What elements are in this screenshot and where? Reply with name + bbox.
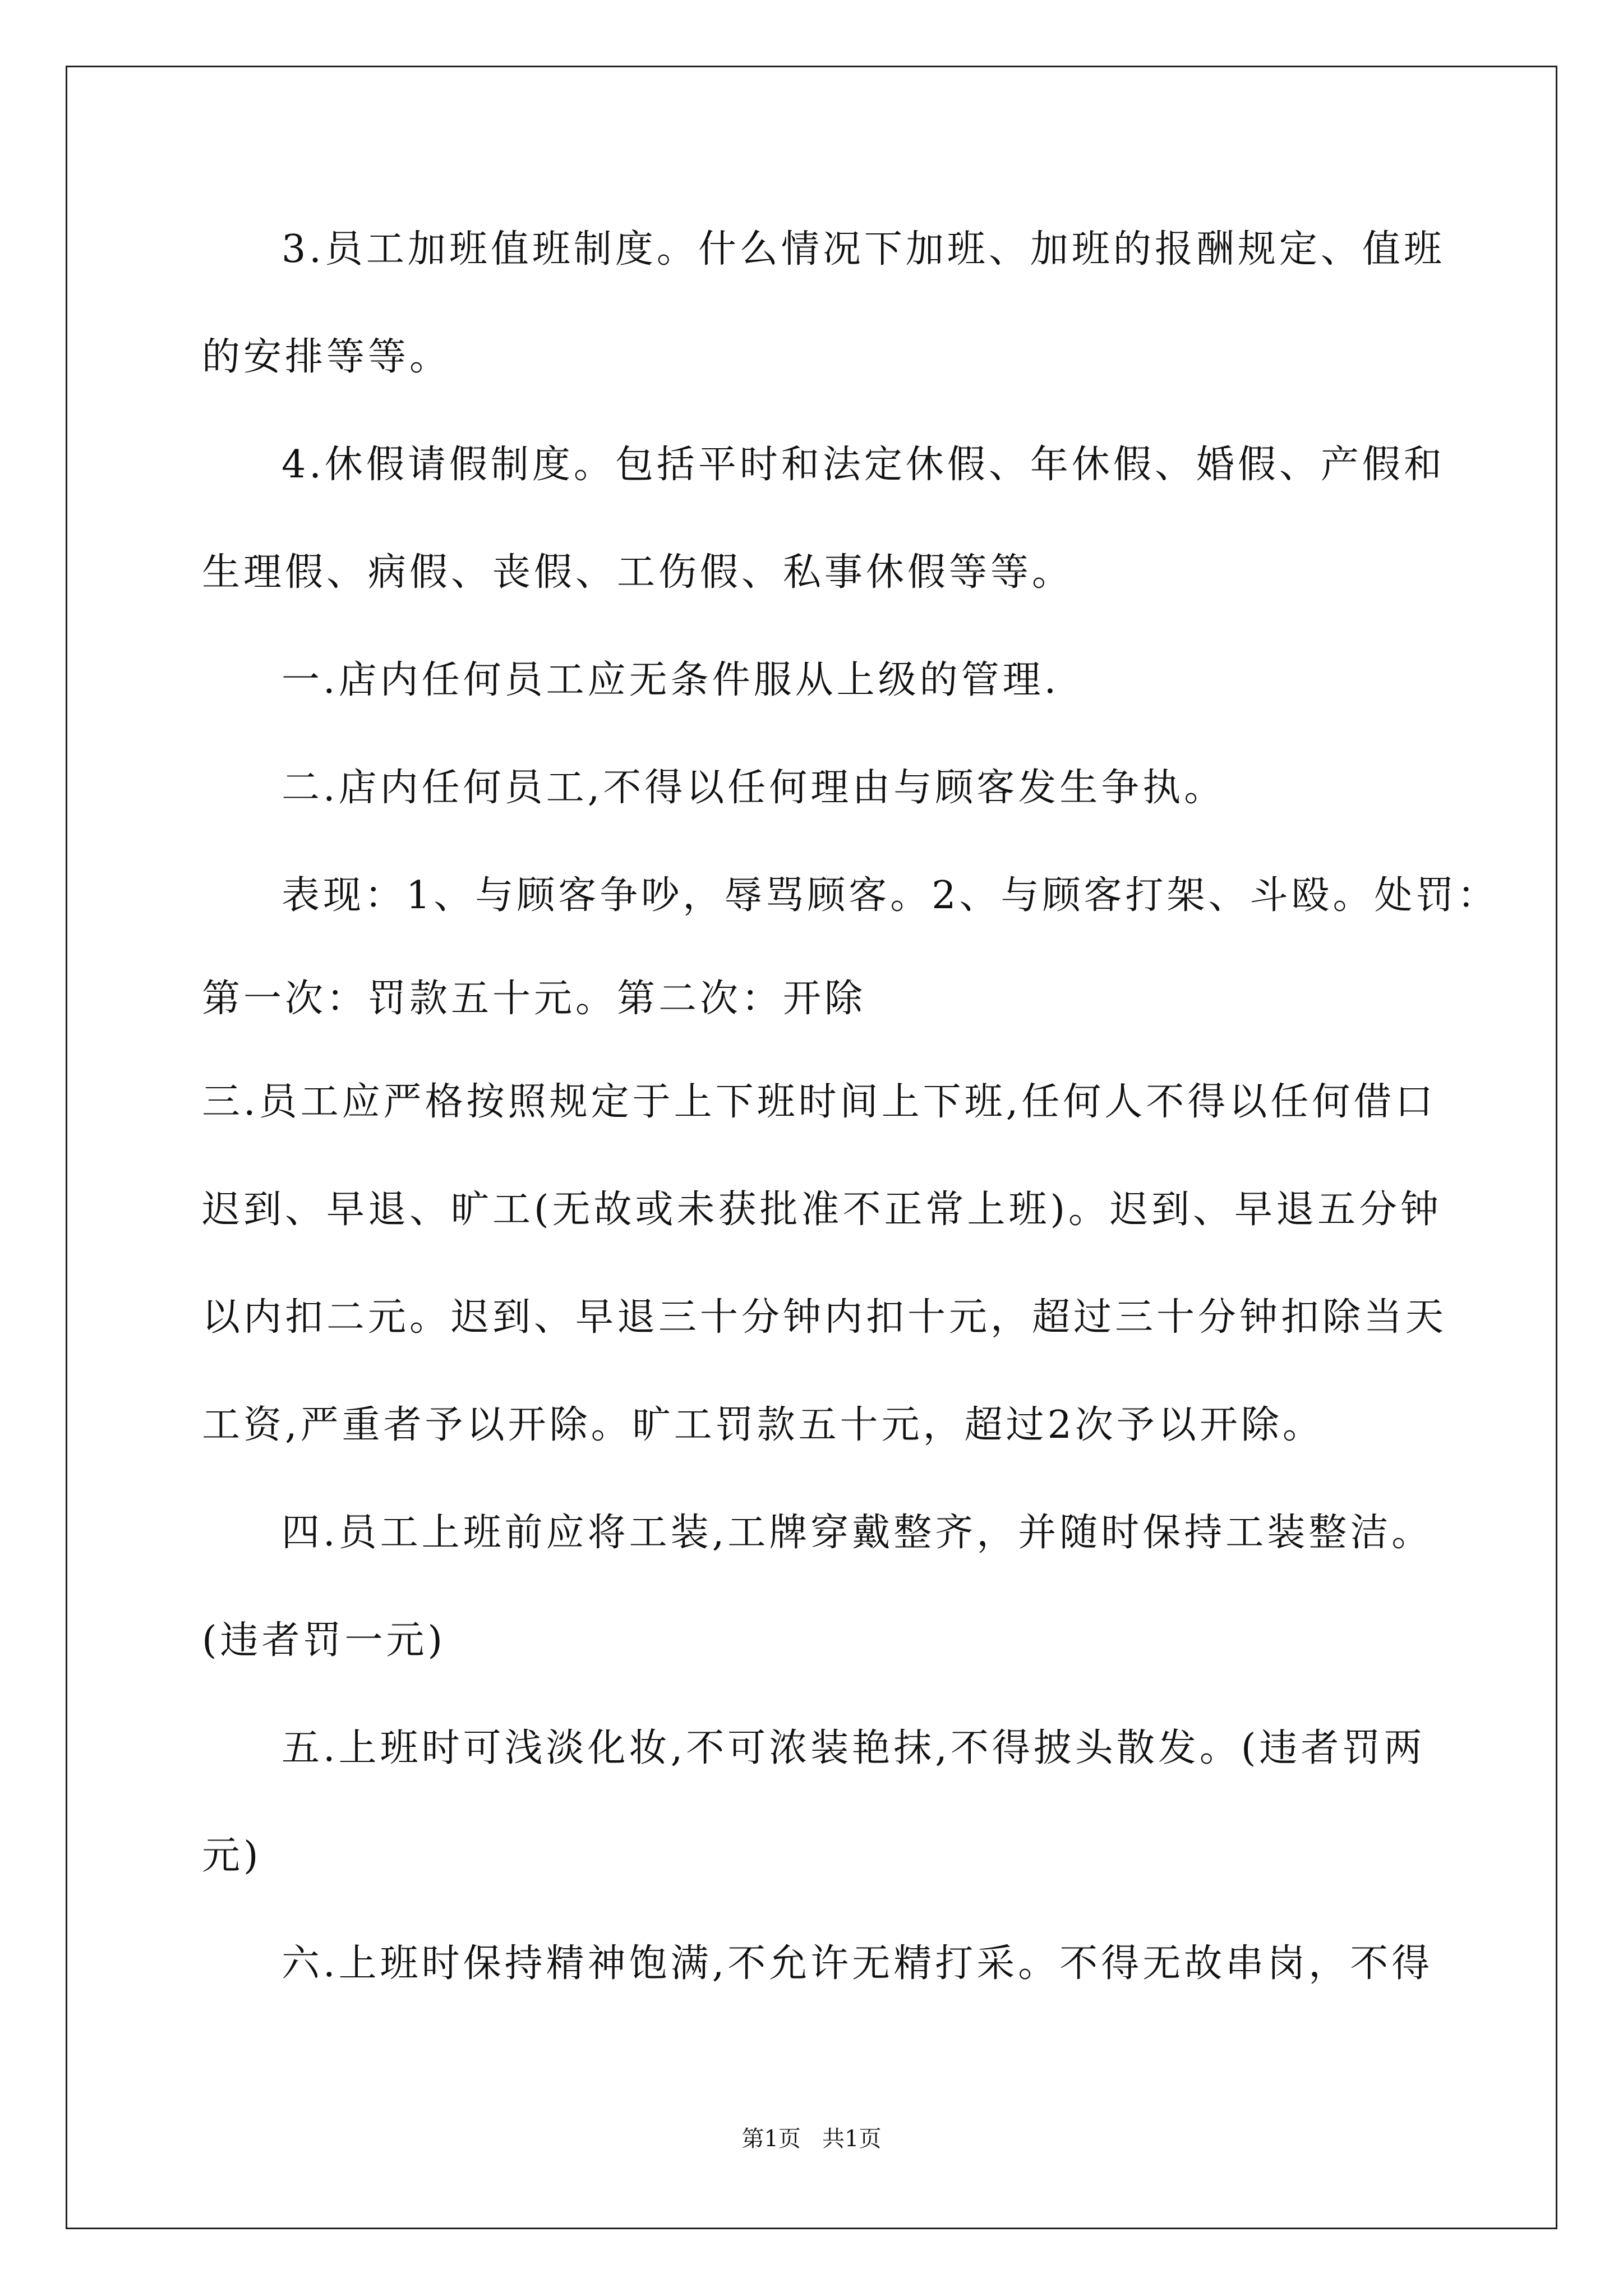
- page-border: [66, 66, 1557, 2229]
- page-number: 第1页 共1页: [741, 2126, 882, 2152]
- paragraph-line: 工资,严重者予以开除。旷工罚款五十元，超过2次予以开除。: [202, 1403, 1324, 1447]
- paragraph-line: 五.上班时可浅淡化妆,不可浓装艳抹,不得披头散发。(违者罚两: [282, 1726, 1426, 1770]
- paragraph-line: 三.员工应严格按照规定于上下班时间上下班,任何人不得以任何借口: [202, 1080, 1437, 1124]
- paragraph-line: 的安排等等。: [202, 335, 451, 379]
- paragraph-line: 二.店内任何员工,不得以任何理由与顾客发生争执。: [282, 766, 1226, 810]
- paragraph-line: 3.员工加班值班制度。什么情况下加班、加班的报酬规定、值班: [282, 227, 1445, 272]
- paragraph-line: 迟到、早退、旷工(无故或未获批准不正常上班)。迟到、早退五分钟: [202, 1188, 1442, 1232]
- paragraph-line: 4.休假请假制度。包括平时和法定休假、年休假、婚假、产假和: [282, 443, 1445, 487]
- paragraph-line: 生理假、病假、丧假、工伤假、私事休假等等。: [202, 550, 1074, 595]
- paragraph-line: 第一次：罚款五十元。第二次：开除: [202, 977, 866, 1021]
- paragraph-line: 一.店内任何员工应无条件服从上级的管理.: [282, 658, 1060, 702]
- paragraph-line: 表现：1、与顾客争吵，辱骂顾客。2、与顾客打架、斗殴。处罚：: [282, 873, 1499, 918]
- paragraph-line: 以内扣二元。迟到、早退三十分钟内扣十元，超过三十分钟扣除当天: [202, 1295, 1447, 1340]
- paragraph-line: 四.员工上班前应将工装,工牌穿戴整齐，并随时保持工装整洁。: [282, 1511, 1433, 1555]
- paragraph-line: 元): [202, 1834, 262, 1878]
- paragraph-line: 六.上班时保持精神饱满,不允许无精打采。不得无故串岗，不得: [282, 1941, 1433, 1986]
- paragraph-line: (违者罚一元): [202, 1618, 446, 1663]
